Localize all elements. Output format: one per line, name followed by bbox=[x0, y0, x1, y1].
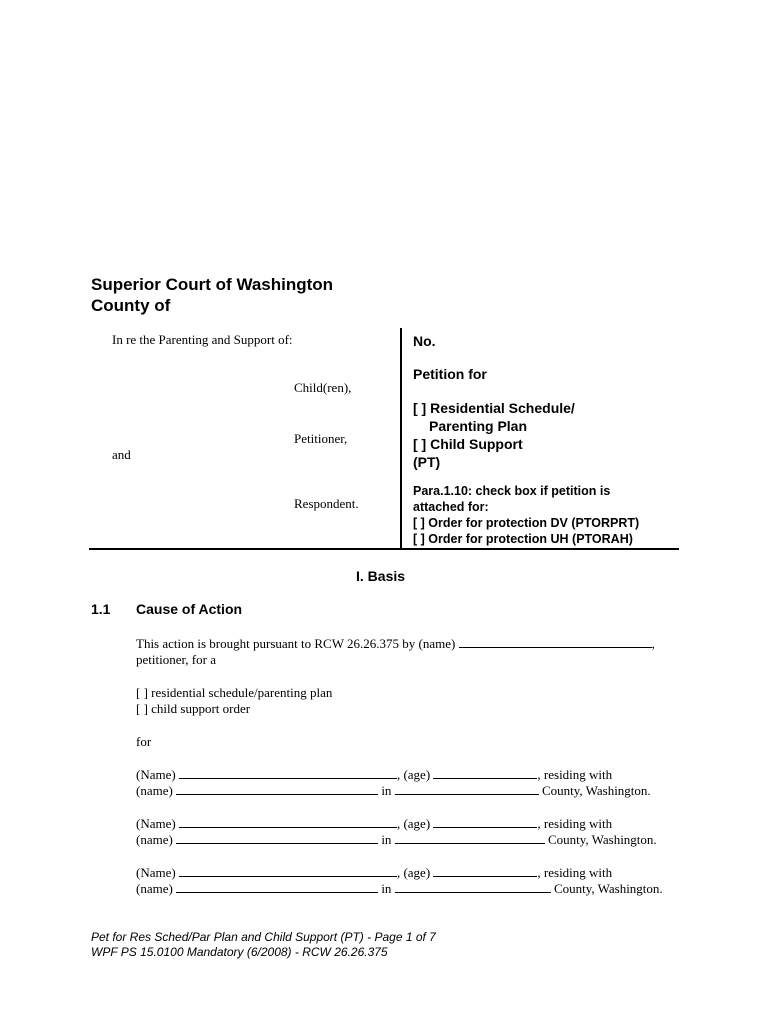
residing-with-label: , residing with bbox=[537, 865, 613, 880]
guardian-name-label: (name) bbox=[136, 881, 173, 896]
county-blank[interactable] bbox=[395, 832, 545, 844]
county-blank[interactable] bbox=[395, 783, 539, 795]
county-washington-label: County, Washington. bbox=[547, 832, 657, 847]
para-instruction-line1: Para.1.10: check box if petition is bbox=[413, 484, 611, 498]
court-title bbox=[91, 274, 333, 316]
parenting-plan-label: Parenting Plan bbox=[429, 418, 528, 434]
action-text-a: This action is brought pursuant to RCW 26.26.375 by (name) bbox=[136, 636, 456, 651]
child-row-line1 bbox=[136, 767, 612, 783]
option-child-support-order: [ ] child support order bbox=[136, 701, 251, 716]
county-blank[interactable] bbox=[395, 881, 551, 893]
residing-with-label: , residing with bbox=[537, 816, 613, 831]
para-instruction-line2: attached for: bbox=[413, 500, 489, 514]
action-text-line2: petitioner, for a bbox=[136, 652, 216, 667]
petitioner-name-blank[interactable] bbox=[459, 636, 652, 648]
child-age-blank[interactable] bbox=[433, 865, 537, 877]
order-protection-uh-checkbox: [ ] Order for protection UH (PTORAH) bbox=[413, 532, 633, 546]
child-age-blank[interactable] bbox=[433, 816, 537, 828]
section-number: 1.1 bbox=[91, 601, 111, 617]
county-washington-label: County, Washington. bbox=[553, 881, 663, 896]
caption-respondent: Respondent. bbox=[294, 496, 359, 511]
child-row-line2 bbox=[136, 832, 657, 848]
child-age-label: , (age) bbox=[396, 865, 431, 880]
in-label: in bbox=[381, 881, 392, 896]
caption-in-re: In re the Parenting and Support of: bbox=[112, 332, 293, 347]
child-age-blank[interactable] bbox=[433, 767, 537, 779]
footer-line2: WPF PS 15.0100 Mandatory (6/2008) - RCW 26.26.375 bbox=[91, 945, 388, 959]
for-label: for bbox=[136, 734, 152, 749]
action-comma: , bbox=[651, 636, 655, 651]
in-label: in bbox=[381, 832, 392, 847]
guardian-name-blank[interactable] bbox=[176, 881, 378, 893]
guardian-name-label: (name) bbox=[136, 783, 173, 798]
child-row-line1 bbox=[136, 865, 612, 881]
option-residential-schedule: [ ] residential schedule/parenting plan bbox=[136, 685, 333, 700]
caption-petitioner: Petitioner, bbox=[294, 431, 348, 446]
court-title-line2: County of bbox=[91, 296, 171, 315]
case-number-label: No. bbox=[413, 333, 436, 349]
caption-children: Child(ren), bbox=[294, 380, 352, 395]
caption-vertical-divider bbox=[400, 328, 402, 549]
child-age-label: , (age) bbox=[396, 816, 431, 831]
child-age-label: , (age) bbox=[396, 767, 431, 782]
pt-code-label: (PT) bbox=[413, 454, 441, 470]
section-title: Cause of Action bbox=[136, 601, 243, 617]
guardian-name-label: (name) bbox=[136, 832, 173, 847]
child-name-label: (Name) bbox=[136, 865, 176, 880]
child-name-blank[interactable] bbox=[179, 767, 397, 779]
guardian-name-blank[interactable] bbox=[176, 832, 378, 844]
child-row-line2 bbox=[136, 881, 663, 897]
petition-for-label: Petition for bbox=[413, 366, 487, 382]
order-protection-dv-checkbox: [ ] Order for protection DV (PTORPRT) bbox=[413, 516, 640, 530]
child-support-checkbox-label: [ ] Child Support bbox=[413, 436, 523, 452]
child-name-blank[interactable] bbox=[179, 816, 397, 828]
footer-line1: Pet for Res Sched/Par Plan and Child Support (PT) - Page 1 of 7 bbox=[91, 930, 436, 944]
section-heading: I. Basis bbox=[356, 568, 406, 584]
guardian-name-blank[interactable] bbox=[176, 783, 378, 795]
in-label: in bbox=[381, 783, 392, 798]
residential-schedule-checkbox-label: [ ] Residential Schedule/ bbox=[413, 400, 575, 416]
child-name-label: (Name) bbox=[136, 767, 176, 782]
action-text-line1 bbox=[136, 636, 655, 652]
caption-bottom-rule bbox=[89, 548, 679, 550]
child-row-line2 bbox=[136, 783, 651, 799]
residing-with-label: , residing with bbox=[537, 767, 613, 782]
caption-and: and bbox=[112, 447, 131, 462]
child-name-label: (Name) bbox=[136, 816, 176, 831]
county-washington-label: County, Washington. bbox=[541, 783, 651, 798]
child-row-line1 bbox=[136, 816, 612, 832]
court-title-line1: Superior Court of Washington bbox=[91, 275, 334, 294]
child-name-blank[interactable] bbox=[179, 865, 397, 877]
